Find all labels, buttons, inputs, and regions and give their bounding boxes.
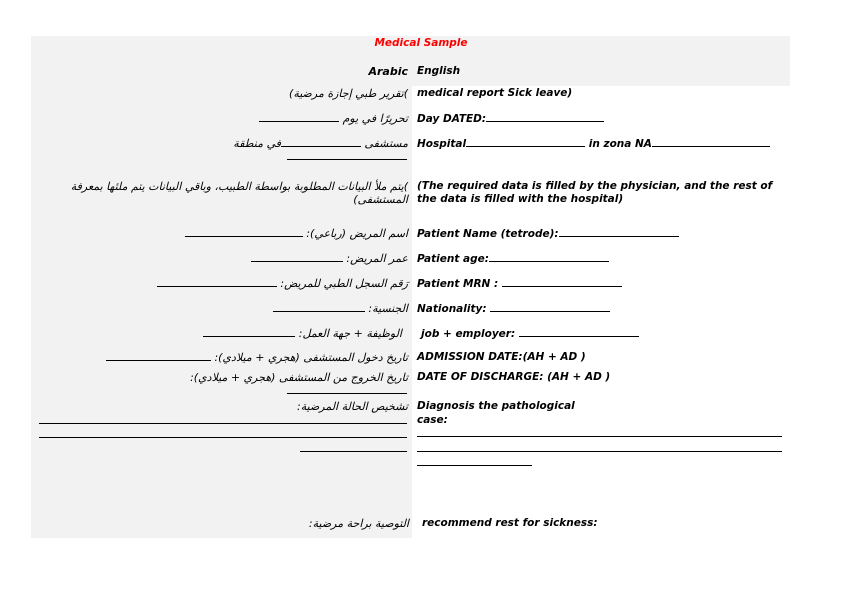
hospital-blank-ar[interactable] (281, 137, 361, 147)
patient-age-blank-en[interactable] (489, 252, 609, 262)
admission-label-ar: تاريخ دخول المستشفى (هجري + ميلادي): (214, 351, 408, 364)
nationality-blank-en[interactable] (490, 302, 610, 312)
zone-blank-en[interactable] (652, 137, 770, 147)
zone-blank-ar[interactable] (287, 159, 407, 160)
nationality-blank-ar[interactable] (273, 302, 365, 312)
patient-mrn-blank-ar[interactable] (157, 277, 277, 287)
arabic-column-header: Arabic (368, 65, 408, 78)
hospital-field-en[interactable] (417, 137, 770, 151)
job-blank-en[interactable] (519, 327, 639, 337)
diagnosis-label-ar: تشخيص الحالة المرضية: (297, 400, 408, 413)
patient-mrn-field-en[interactable] (417, 277, 622, 291)
patient-age-field-en[interactable] (417, 252, 609, 266)
patient-age-label-ar: عمر المريض: (346, 252, 408, 265)
patient-age-field-ar[interactable] (251, 252, 408, 265)
patient-mrn-label-en: Patient MRN : (417, 278, 499, 290)
discharge-label-ar: تاريخ الخروج من المستشفى (هجري + ميلادي): (190, 371, 408, 384)
dated-blank-en[interactable] (486, 112, 604, 122)
dated-label-en: Day DATED: (417, 113, 487, 125)
job-label-ar: الوظيفة + جهة العمل: (298, 327, 402, 340)
patient-mrn-blank-en[interactable] (502, 277, 622, 287)
dated-field-ar[interactable] (259, 112, 408, 125)
job-label-en: job + employer: (421, 328, 516, 340)
diagnosis-line-3-ar[interactable] (300, 451, 407, 452)
diagnosis-line-3-en[interactable] (417, 465, 532, 466)
diagnosis-label-en-2: case: (417, 414, 448, 426)
nationality-label-en: Nationality: (417, 303, 487, 315)
nationality-label-ar: الجنسية: (368, 302, 408, 315)
job-field-en[interactable] (421, 327, 639, 341)
recommend-label-ar: التوصية براحة مرضية: (308, 517, 409, 530)
hospital-blank-en[interactable] (466, 137, 585, 147)
hospital-label-ar: مستشفى (364, 137, 408, 150)
patient-name-blank-ar[interactable] (185, 227, 303, 237)
nationality-field-ar[interactable] (273, 302, 408, 315)
diagnosis-label-en-1: Diagnosis the pathological (417, 400, 575, 412)
dated-label-ar: تحريرًا في يوم (342, 112, 408, 125)
zone-label-en: in zona NA (588, 138, 652, 150)
patient-name-label-ar: اسم المريض (رباعي): (306, 227, 408, 240)
patient-name-field-en[interactable] (417, 227, 679, 241)
dated-field-en[interactable] (417, 112, 604, 126)
dated-blank-ar[interactable] (259, 112, 339, 122)
patient-mrn-field-ar[interactable] (157, 277, 408, 290)
note-ar: )يتم ملأ البيانات المطلوبة بواسطة الطبيب، وباقي البيانات يتم ملئها بمعرفة المستشفى) (70, 180, 408, 206)
patient-name-blank-en[interactable] (559, 227, 679, 237)
diagnosis-line-1-ar[interactable] (39, 423, 407, 424)
zone-label-ar: في منطقة (233, 137, 281, 150)
hospital-field-ar[interactable] (233, 137, 408, 150)
hospital-label-en: Hospital (417, 138, 467, 150)
patient-name-label-en: Patient Name (tetrode): (417, 228, 559, 240)
patient-mrn-label-ar: رَقم السجل الطبي للمريض: (280, 277, 408, 290)
admission-label-en: ADMISSION DATE:(AH + AD ) (417, 351, 586, 363)
diagnosis-line-2-en[interactable] (417, 451, 782, 452)
document-title: Medical Sample (374, 37, 468, 49)
admission-field-ar[interactable] (106, 351, 408, 364)
job-blank-ar[interactable] (203, 327, 295, 337)
admission-blank-ar[interactable] (106, 351, 211, 361)
job-field-ar[interactable] (203, 327, 402, 340)
report-title-ar: )تقرير طبي إجازة مرضية) (289, 87, 408, 100)
discharge-label-en: DATE OF DISCHARGE: (AH + AD ) (417, 371, 611, 383)
english-column-header: English (417, 65, 461, 77)
discharge-blank-ar[interactable] (287, 393, 407, 394)
patient-age-blank-ar[interactable] (251, 252, 343, 262)
recommend-label-en: recommend rest for sickness: (422, 517, 598, 529)
diagnosis-line-1-en[interactable] (417, 436, 782, 437)
diagnosis-line-2-ar[interactable] (39, 437, 407, 438)
patient-name-field-ar[interactable] (185, 227, 408, 240)
nationality-field-en[interactable] (417, 302, 610, 316)
report-title-en: medical report Sick leave) (417, 87, 573, 99)
patient-age-label-en: Patient age: (417, 253, 489, 265)
note-en: (The required data is filled by the physician, and the rest of the data is filled with the hospital) (417, 180, 773, 205)
